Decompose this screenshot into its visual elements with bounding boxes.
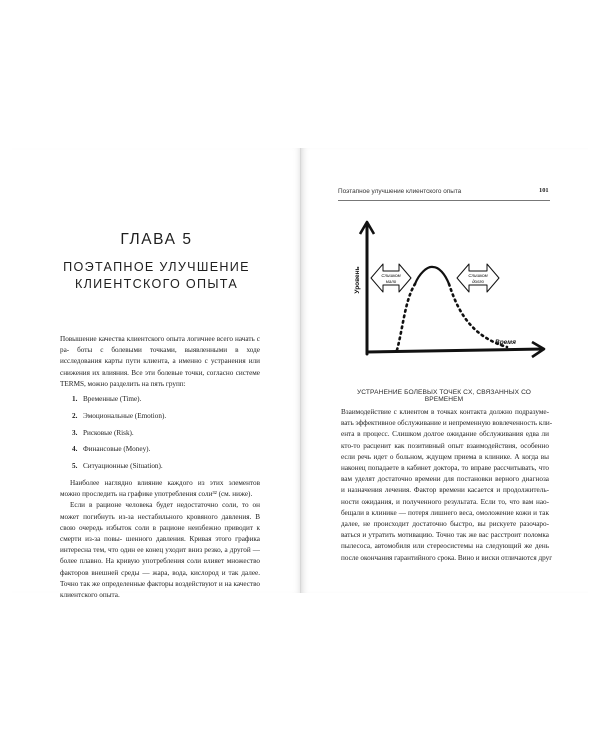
too-long-label: Слишком (468, 273, 488, 278)
list-number: 2. (72, 411, 78, 420)
right-page (301, 148, 588, 593)
text-line: вать эффективное обслуживание и непременную вовлеченность кли- (341, 419, 553, 428)
rise-dotted-curve (397, 284, 415, 350)
list-item (72, 411, 260, 422)
too-little-label: Слишком (381, 273, 401, 278)
list-number: 4. (72, 445, 78, 454)
too-little-arrow (371, 264, 411, 292)
text-line: кто-то расценит как позитивный опыт взаимодействия, особенно (341, 441, 549, 450)
list-number: 1. (72, 395, 78, 404)
text-line: погибнуть из-за нестабильного кровяного давления. В свою очередь (60, 512, 260, 532)
text-line: далее, не происходит достаточно быстро, вы рискуете разочаро- (341, 520, 549, 529)
text-line: бещали в клинике — потеря лишнего веса, омоложение кожи и так (341, 508, 549, 517)
x-axis-label: Время (495, 339, 516, 346)
text-line: проследить на графике употребления соли³² (см. ниже). (82, 490, 253, 499)
text-line: избыток соли в рационе неизбежно приводит к смерти из-за повы- (60, 523, 260, 544)
figure-caption: УСТРАНЕНИЕ БОЛЕВЫХ ТОЧЕК CX, СВЯЗАННЫХ СО ВРЕМЕНЕМ (356, 389, 532, 403)
pain-point-list (60, 394, 260, 472)
text-line: Повышение качества клиентского опыта логичнее всего начать с ра- (60, 335, 260, 355)
chapter-title (12, 259, 301, 293)
list-label: Эмоциональные (Emotion). (83, 411, 167, 420)
text-line: ности ожидания, и полученного результата. Если то, что вам нао- (341, 497, 549, 506)
list-label: Рисковые (Risk). (83, 428, 134, 437)
text-line: на пять групп: (141, 379, 186, 388)
text-line: Наиболее наглядно влияние каждого из этих элементов можно (60, 479, 260, 499)
text-line: ваться и утратить мотивацию. Точно так же вас расстроит поломка (341, 531, 549, 540)
text-line: пылесоса, автомобиля или стереосистемы на следующий же день (341, 542, 549, 551)
left-page (12, 148, 301, 600)
text-line: если речь идет о больном, ждущем приема в клинике. А когда вы (341, 452, 549, 461)
right-body-text (341, 407, 553, 564)
fall-dotted-curve (449, 284, 507, 347)
too-long-label: долго (472, 279, 484, 284)
text-line: жара, вода, кислород и так далее. Точно так же определенные факторы (60, 568, 261, 588)
text-line: употребления соли влияет множество факторов внешней среды — (60, 557, 261, 577)
text-line: ента в процесс. Слишком долгое ожидание обслуживания едва ли (341, 430, 549, 439)
y-axis-label: Уровень (354, 266, 361, 294)
text-line: шенного давления. Кривая этого графика интересна тем, что один (60, 535, 260, 555)
too-long-arrow (457, 264, 499, 292)
text-line: ее конец уходит вниз резко, а другой — более плавно. На кривую (60, 546, 260, 566)
list-item (72, 461, 260, 472)
running-head: Поэтапное улучшение клиентского опыта (338, 188, 462, 195)
text-line: наконец попадаете в кабинет доктора, то вправе рассчитывать, что (341, 464, 549, 473)
left-body-text (60, 334, 260, 601)
paragraph (60, 478, 260, 500)
text-line: вам уделят достаточно времени для постановки верного диагноза (341, 475, 549, 484)
list-number: 3. (72, 428, 78, 437)
text-line: Все эти болевые точки, согласно системе TERMS, можно разделить (60, 368, 260, 388)
list-item (72, 394, 260, 405)
text-line: боты с болевыми точками, выявленными в ходе исследования карты (60, 346, 260, 366)
list-item (72, 444, 260, 455)
list-label: Временные (Time). (83, 395, 142, 404)
text-line: воздействуют и на качество клиентского опыта. (60, 579, 261, 600)
text-line: Взаимодействие с клиентом в точках контакта должно подразуме- (341, 408, 549, 416)
paragraph (60, 500, 260, 601)
chapter-title-line: ПОЭТАПНОЕ УЛУЧШЕНИЕ (63, 260, 250, 274)
text-line: Если в рационе человека будет недостаточно соли, то он может (60, 501, 260, 521)
list-number: 5. (72, 462, 78, 471)
list-label: Ситуационные (Situation). (83, 462, 163, 471)
page-number: 101 (539, 187, 549, 194)
time-pain-point-figure (347, 218, 547, 366)
too-little-label: мало (385, 279, 397, 284)
chapter-title-line: КЛИЕНТСКОГО ОПЫТА (74, 277, 239, 291)
text-line: и назначения лечения. Фактор времени касается и продолжитель- (341, 486, 549, 495)
list-item (72, 428, 260, 439)
peak-solid-curve (415, 267, 449, 284)
text-line: после окончания гарантийного срока. Вино и виски отличаются друг (341, 553, 553, 562)
intro-paragraph (60, 334, 260, 390)
list-label: Финансовые (Money). (83, 445, 151, 454)
x-axis (367, 349, 543, 352)
header-rule (338, 200, 550, 201)
chapter-number: ГЛАВА 5 (120, 231, 193, 248)
text-line: пути клиента, а именно с устранения или снижения их влияния. (60, 357, 260, 377)
